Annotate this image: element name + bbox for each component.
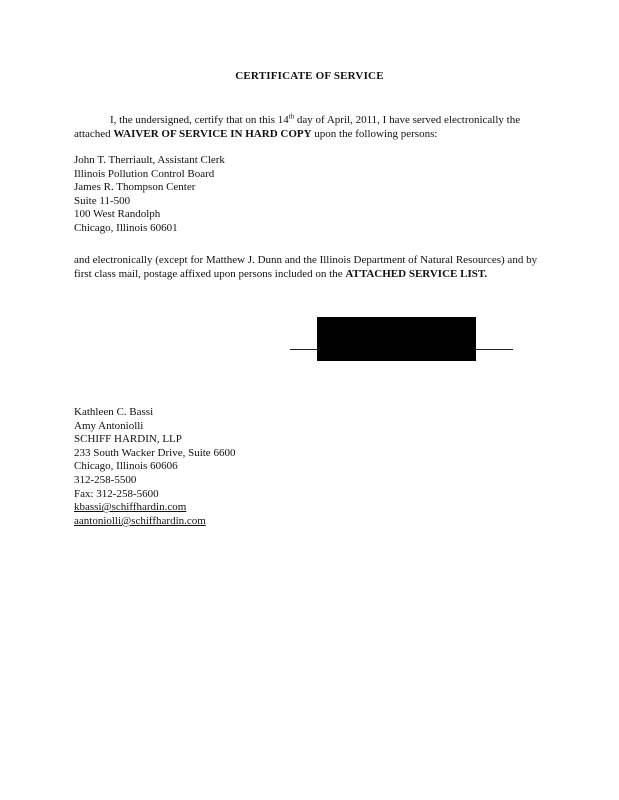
page-title: CERTIFICATE OF SERVICE <box>235 70 384 82</box>
date-superscript: th <box>288 112 295 121</box>
address-line: John T. Therriault, Assistant Clerk <box>74 154 225 166</box>
attorney-line: Kathleen C. Bassi <box>74 406 154 418</box>
service-text: and electronically (except for Matthew J. Dunn and the Illinois Department of Natural Resources) and by first class mail, postage affixed upon persons included on the <box>74 254 538 280</box>
intro-text-1: I, the undersigned, certify that on this 14 <box>110 114 289 126</box>
attorney-line: Chicago, Illinois 60606 <box>74 460 178 473</box>
email-link[interactable]: aantoniolli@schiffhardin.com <box>74 514 206 527</box>
attorney-line: SCHIFF HARDIN, LLP <box>74 433 182 446</box>
intro-text-3: upon the following persons: <box>311 127 438 140</box>
document-name: WAIVER OF SERVICE IN HARD COPY <box>113 127 312 140</box>
intro-paragraph <box>74 114 546 141</box>
address-line: James R. Thompson Center <box>74 181 196 194</box>
attorney-line: 312-258-5500 <box>74 473 137 486</box>
address-line: Chicago, Illinois 60601 <box>74 221 178 234</box>
attorney-line: Fax: 312-258-5600 <box>74 487 159 500</box>
recipient-address <box>74 154 225 236</box>
address-line: 100 West Randolph <box>74 208 161 221</box>
redacted-signature-block <box>317 317 476 361</box>
service-paragraph <box>74 254 546 281</box>
attorney-line: 233 South Wacker Drive, Suite 6600 <box>74 446 236 459</box>
service-period: . <box>484 267 488 280</box>
address-line: Illinois Pollution Control Board <box>74 167 215 180</box>
intro-text-2: day of April, 2011, I have served electronically the attached <box>74 114 521 140</box>
address-line: Suite 11-500 <box>74 194 131 207</box>
attorney-block <box>74 406 235 528</box>
service-list-label: ATTACHED SERVICE LIST <box>345 267 485 280</box>
email-link[interactable]: kbassi@schiffhardin.com <box>74 501 187 514</box>
attorney-line: Amy Antoniolli <box>74 419 144 432</box>
